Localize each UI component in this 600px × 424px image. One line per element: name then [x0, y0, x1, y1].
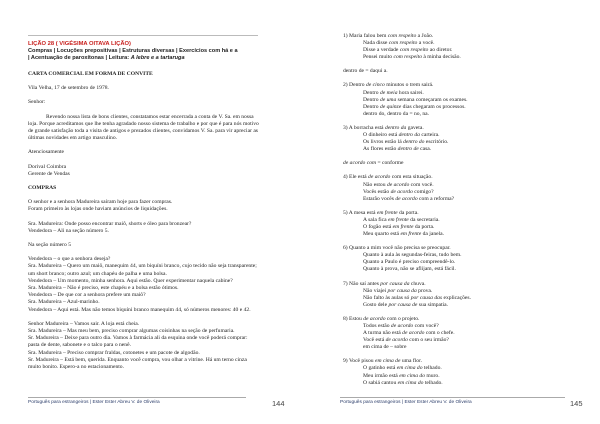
lesson-topics-line-1: Compras | Locuções prepositivas | Estruturas diversas | Exercícios com há e a [28, 48, 238, 54]
prepositional-phrase: por causa da [380, 280, 410, 287]
text-block [28, 242, 260, 249]
line-text: comigo? [412, 188, 434, 195]
footer-text: Português para estrangeiros | Ester Ester Abreu V. de Oliveira [28, 400, 160, 405]
example-line [343, 125, 573, 132]
prepositional-phrase: dentro da [384, 124, 407, 131]
line-text: Gosto dele [363, 301, 389, 308]
example-line [343, 111, 573, 118]
example-line [343, 182, 573, 189]
prepositional-phrase: de quinze [379, 103, 402, 110]
line-text: ao diretor. [428, 47, 453, 54]
line-text: da porta. [413, 223, 435, 230]
prepositional-phrase: de acordo [390, 323, 414, 329]
line-text: O gatinho está [363, 365, 397, 372]
text-line: Vendedora – Ali na seção número 5. [28, 227, 109, 234]
prepositional-phrase: em cima do [399, 372, 425, 379]
prepositional-phrase: com respeito [399, 47, 429, 54]
line-text: da porta. [397, 209, 419, 216]
line-text: = conforme [376, 160, 404, 167]
page-number: 145 [570, 399, 583, 408]
example-line [343, 210, 573, 217]
line-text: 8) Estou [343, 315, 364, 322]
text-block [28, 256, 260, 314]
page-144-body [28, 41, 260, 371]
example-block [343, 125, 573, 153]
line-text: da janela. [421, 231, 445, 238]
example-line [343, 231, 573, 238]
line-text: Não falto às aulas só [363, 294, 411, 301]
example-line [343, 104, 573, 111]
text-line: Sra. Madureira: Onde posso encontrar maiô, shorts e óleo para bronzear? [28, 220, 192, 227]
line-text: com o chefe. [424, 330, 455, 337]
example-block [343, 160, 573, 167]
prepositional-phrase: em cima de [374, 358, 401, 365]
line-text: escritório. [424, 139, 449, 146]
footer-rule [28, 397, 246, 398]
text-line: Vendedora – De que cor a senhora prefere um maiô? [28, 292, 146, 299]
text-line: Gerente de Vendas [28, 170, 70, 177]
prepositional-phrase: em frente [388, 216, 409, 223]
line-text: em cima de – sobre [363, 344, 407, 351]
example-line [343, 146, 573, 153]
prepositional-phrase: em cima do [397, 379, 424, 386]
example-line [343, 373, 573, 380]
example-line [343, 68, 573, 75]
page-145-body [343, 33, 573, 394]
example-block [343, 358, 573, 386]
line-text: com a reforma? [417, 195, 455, 202]
line-text: Pensei muito [363, 54, 394, 61]
prepositional-phrase: de cinco [366, 82, 385, 89]
line-text: muro. [425, 372, 440, 379]
line-text: 5) A mesa está [343, 209, 377, 216]
line-text: As flores estão [363, 146, 398, 153]
line-text: explicações. [442, 294, 471, 301]
example-line [343, 217, 573, 224]
text-line: Vendedora – Um momento, minha senhora. Aqui estão. Quer experimentar naquela cabine? [28, 277, 233, 284]
line-text: casa. [418, 146, 432, 153]
example-line [343, 288, 573, 295]
page-number: 144 [272, 399, 285, 408]
line-text: Nada disse [363, 40, 389, 47]
prepositional-phrase: dentro da [398, 132, 420, 139]
example-line [343, 160, 573, 167]
prepositional-phrase: de acordo [385, 337, 408, 344]
example-line [343, 365, 573, 372]
text-block [28, 149, 260, 156]
example-line [343, 47, 573, 54]
line-text: Estarão vocês [363, 195, 396, 202]
example-line [343, 302, 573, 309]
line-text: A turma não está [363, 330, 403, 337]
line-text: Você está [363, 337, 386, 344]
line-text: Os livros estão lá [363, 139, 404, 146]
line-text: telhado. [423, 379, 443, 386]
line-text: 9) Você pisou [343, 358, 375, 365]
prepositional-phrase: de acordo [363, 315, 386, 322]
example-block [343, 245, 573, 273]
prepositional-phrase: com respeito [393, 54, 422, 61]
dialogue-content [28, 199, 260, 371]
prepositional-phrase: por causa da [387, 287, 417, 294]
line-text: Quanto à aula às segundas-feiras, tudo bem. [363, 252, 462, 259]
line-text: Disse a verdade [363, 47, 400, 54]
example-line [343, 54, 573, 61]
line-text: carteira. [419, 132, 440, 139]
text-line: Atenciosamente [28, 149, 65, 156]
text-line: Sra. Madureira – Quero um maiô, manequim 44, um biquíni branco, cujo tecido não seja transparente; um short branco; outro azul; um chapéu de palha e uma bolsa. [28, 263, 257, 277]
text-line: Sra. Madureira – Preciso comprar fraldas, cotonetes e um pacote de algodão. [28, 349, 200, 356]
page-145 [300, 0, 600, 424]
prepositional-phrase: de acordo [386, 181, 410, 188]
text-line: Vila Velha, 17 de setembro de 1978. [28, 85, 109, 92]
text-line: Vendedora – o que a senhora deseja? [28, 256, 111, 263]
text-block [28, 221, 260, 235]
line-text: a você. [417, 40, 435, 47]
line-text: Dentro [363, 103, 380, 110]
text-block [28, 99, 260, 106]
example-line [343, 196, 573, 203]
text-line: Sra. Madureira – Azul-marinho. [28, 299, 100, 306]
example-line [343, 358, 573, 365]
section-heading: COMPRAS [28, 185, 57, 192]
line-text: dias chegaram os processos. [401, 103, 466, 110]
text-line: Foram primeiro às lojas onde haviam anúncios de liquidações. [28, 206, 168, 213]
example-block [343, 316, 573, 351]
line-text: com o seu irmão? [407, 337, 449, 344]
example-line [343, 82, 573, 89]
example-line [343, 174, 573, 181]
line-text: uma flor. [400, 358, 423, 365]
line-text: telhado. [422, 365, 442, 372]
prepositional-phrase: com respeito [387, 33, 417, 39]
prepositional-phrase: de acordo [368, 174, 391, 181]
prepositional-phrase: de acordo [402, 330, 425, 337]
text-block [28, 85, 260, 92]
line-text: Quanto a Paulo é preciso compreendê-lo. [363, 259, 456, 266]
line-text: Dentro [363, 89, 380, 96]
line-text: da secretaria. [408, 216, 440, 223]
line-text: à minha decisão. [422, 54, 461, 61]
line-text: sua simpatia. [417, 301, 448, 308]
lesson-title: LIÇÃO 28 ( VIGÉSIMA OITAVA LIÇÃO) [28, 41, 131, 47]
line-text: 1) Maria falou bem [343, 33, 388, 39]
line-text: 4) Ele está [343, 174, 369, 181]
header-rule [28, 35, 258, 36]
line-text: O dinheiro está [363, 132, 399, 139]
example-line [343, 40, 573, 47]
example-line [343, 252, 573, 259]
line-text: 2) Dentro [343, 82, 366, 89]
line-text: com esta situação. [390, 174, 433, 181]
topics-text: | Acentuação de paroxítonas | Leitura: [28, 55, 131, 61]
prepositional-phrase: de meia [379, 89, 398, 96]
line-text: a João. [416, 33, 434, 39]
line-text: dentro de = daqui a. [343, 68, 388, 75]
text-line: Dorival Coimbra [28, 163, 67, 170]
line-text: O sabiá cantou [363, 379, 398, 386]
line-text: 6) Quanto a mim você não precisa se preocupar. [343, 245, 451, 252]
line-text: com você. [409, 181, 434, 188]
example-line [343, 33, 573, 40]
line-text: prova. [416, 287, 433, 294]
line-text: Meu quarto está [363, 231, 401, 238]
text-line: Revendo nossa lista de bons clientes, constatamos estar encerrada a conta de V. Sa. em nossa loja. Porque acreditamos que lhe tenha agradado nosso sistema de trabalho e por que é para nós motivo de grande satisfação toda a visita de antigos e prezados clientes, convidamos V. Sa. para vir apreciar as últimas novidades em artigo masculino. [28, 113, 259, 142]
example-line [343, 224, 573, 231]
text-line: Sr. Madureira – Deixe para outro dia. Vamos à farmácia ali da esquina onde você poderá comprar: pasta de dente, sabonete e o talco para o nenê. [28, 335, 248, 349]
prepositional-phrase: em frente [376, 209, 398, 216]
footer-text: Português para estrangeiros | Ester Ester Abreu V. de Oliveira [340, 400, 472, 405]
line-text: Vocês estão [363, 188, 391, 195]
text-line: Sr. Madureira – Está bem, querida. Enquanto você compra, vou olhar a vitrine. Há um terno cinza muito bonito. Espero-a no estacionamento. [28, 356, 247, 371]
example-line [343, 281, 573, 288]
letter-content [28, 85, 260, 178]
lesson-topics-line-2 [28, 55, 260, 62]
line-text: 3) A borracha está [343, 124, 385, 131]
example-block [343, 33, 573, 61]
example-block [343, 281, 573, 309]
line-text: com você? [413, 323, 439, 329]
text-block [28, 321, 260, 371]
prepositional-phrase: de acordo com [343, 160, 377, 167]
prepositional-phrase: de acordo [395, 195, 418, 202]
prepositional-phrase: de uma [379, 96, 397, 103]
footer-rule [340, 397, 565, 398]
example-line [343, 330, 573, 337]
line-text: Não viajei [363, 287, 388, 294]
line-text: semana começaram os exames. [396, 96, 468, 103]
example-line [343, 337, 573, 344]
example-line [343, 189, 573, 196]
text-block [28, 199, 260, 213]
text-line: Vendedora – Aqui está. Mas não temos biquíni branco manequim 44, só números menores: 40 e 42. [28, 306, 251, 313]
text-line: Sra. Madureira – Não é preciso, este chapéu e a bolsa estão ótimos. [28, 285, 179, 292]
line-text: chuva. [409, 280, 426, 287]
line-text: gaveta. [406, 124, 424, 131]
text-block [28, 164, 260, 178]
prepositional-phrase: com respeito [388, 40, 418, 47]
text-block [28, 114, 260, 143]
letter-heading: CARTA COMERCIAL EM FORMA DE CONVITE [28, 71, 153, 77]
text-line: Sra. Madureira – Mas meu bem, preciso comprar algumas coisinhas na seção de perfumaria. [28, 328, 235, 335]
prepositional-phrase: de acordo [390, 188, 413, 195]
text-line: Senhor: [28, 99, 46, 106]
line-text: com o projeto. [385, 315, 420, 322]
line-text: Todos estão [363, 323, 391, 329]
example-line [343, 295, 573, 302]
prepositional-phrase: por causa das [410, 294, 443, 301]
prepositional-phrase: em cima do [396, 365, 423, 372]
line-text: Quanto à prova, não se aflijam, está fácil. [363, 266, 456, 273]
example-line [343, 97, 573, 104]
line-text: hora sairei. [397, 89, 424, 96]
prepositional-phrase: por causa de [388, 301, 418, 308]
example-line [343, 266, 573, 273]
example-line [343, 344, 573, 351]
text-line: Senhor Madureira – Vamos sair. A loja está cheia. [28, 320, 140, 327]
example-line [343, 316, 573, 323]
example-block [343, 68, 573, 75]
line-text: Não estou [363, 181, 387, 188]
example-block [343, 82, 573, 117]
example-block [343, 210, 573, 238]
line-text: minutos o trem sairá. [384, 82, 434, 89]
example-block [343, 174, 573, 202]
line-text: 7) Não saí antes [343, 280, 381, 287]
prepositional-phrase: dentro do [403, 139, 425, 146]
example-line [343, 132, 573, 139]
line-text: A sala fica [363, 216, 389, 223]
prepositional-phrase: em frente [400, 231, 422, 238]
example-line [343, 380, 573, 387]
reading-title: A lebre e a tartaruga [130, 55, 185, 61]
line-text: dentro do, dentro da = no, na. [363, 110, 430, 117]
text-line: O senhor e a senhora Madureira saíram hoje para fazer compras. [28, 199, 173, 206]
example-line [343, 90, 573, 97]
line-text: Dentro [363, 96, 380, 103]
line-text: O fogão está [363, 223, 393, 230]
prepositional-phrase: dentro de [397, 146, 419, 153]
line-text: Meu irmão está [363, 372, 400, 379]
prepositional-phrase: em frente [392, 223, 414, 230]
text-line: Na seção número 5 [28, 242, 72, 249]
